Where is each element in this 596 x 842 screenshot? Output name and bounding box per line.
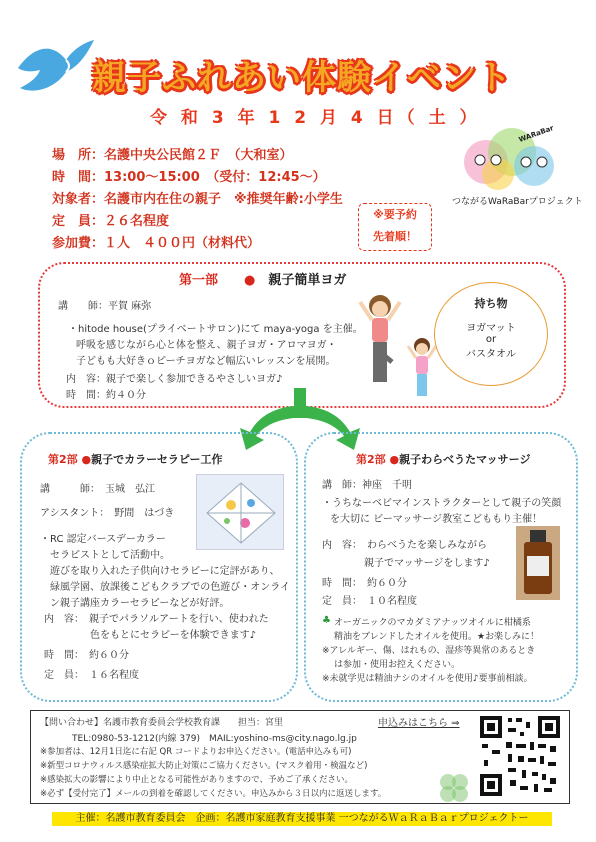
part2-color-instructor: 講 師： 玉城 弘江: [40, 484, 155, 495]
clover-icon: ♣: [322, 615, 331, 626]
part2-massage-time: 時 間： 約６０分: [322, 578, 407, 589]
contact-note-2: ※新型コロナウィルス感染症拡大防止対策にご協力ください。(マスク着用・検温など): [40, 761, 368, 771]
warabar-logo: WARaBar つながるWaRaBarプロジェクト: [440, 122, 580, 212]
event-date: 令 和 3 年 1 2 月 4 日（ 土 ）: [150, 108, 481, 128]
part1-desc-1: ・hitode house(プライベートサロン)にて maya-yoga を主催。: [68, 324, 363, 335]
qr-code-icon: [478, 714, 562, 798]
part2-massage-note-1: オーガニックのマカダミアナッツオイルに柑橘系: [334, 618, 531, 628]
contact-note-1: ※参加者は、12月1日迄に右記 QR コードよりお申込ください。(電話申込みも可): [40, 747, 352, 757]
contact-note-4: ※必ず【受付完了】メールの到着を確認してください。申込みから３日以内に返送します。: [40, 789, 387, 799]
contact-tel-mail: TEL:0980-53-1212(内線 379) MAIL:yoshino-ms@city.nago.lg.jp: [72, 734, 357, 744]
part2-massage-note-3: ※アレルギー、傷、はれもの、湿疹等異常のあるとき: [322, 646, 536, 656]
parasol-art-photo: [196, 474, 284, 550]
part2-color-desc-4: 緑風学園、放課後こどもクラブでの色遊び・オンライ: [50, 582, 290, 593]
footer-sponsor: 主催：名護市教育委員会 企画：名護市家庭教育支援事業 一つながるＷａＲａＢａｒプロジェクトー: [52, 812, 552, 826]
part2-color-desc-1: ・RC 認定バースデーカラー: [40, 534, 166, 545]
detail-place: 場 所：名護中央公民館２Ｆ （大和室）: [52, 148, 293, 163]
belongings-box: [434, 282, 548, 386]
yoga-illustration: [352, 292, 442, 400]
part2-massage-title: 第2部 ●親子わらべうたマッサージ: [356, 453, 531, 466]
part2-massage-content-2: 親子でマッサージをします♪: [364, 558, 490, 569]
belongings-or: or: [485, 334, 497, 345]
part2-color-time: 時 間： 約６０分: [44, 650, 129, 661]
event-title: 親子ふれあい体験イベント: [92, 58, 512, 98]
contact-note-3: ※感染拡大の影響により中止となる可能性がありますので、予めご了承ください。: [40, 775, 353, 785]
part1-content: 内 容：親子で楽しく参加できるやさしいヨガ♪: [66, 374, 283, 385]
detail-fee: 参加費：１人 ４００円（材料代）: [52, 236, 261, 251]
detail-target: 対象者：名護市内在住の親子 ※推奨年齢:小学生: [52, 192, 343, 207]
warabar-logo-text: つながるWaRaBarプロジェクト: [452, 197, 583, 207]
part2-color-capacity: 定 員： １６名程度: [44, 670, 139, 681]
part2-massage-desc-2: を大切に ビーマッサージ教室こどももり主催！: [330, 514, 543, 525]
belongings-item-2: バスタオル: [466, 349, 516, 360]
part2-color-desc-5: ン親子講座カラーセラピーなどが好評。: [50, 598, 230, 609]
qr-code[interactable]: [478, 714, 562, 798]
part2-color-desc-2: セラピストとして活動中。: [50, 550, 170, 561]
contact-line: 【問い合わせ】名護市教育委員会学校教育課 担当：宮里: [40, 718, 284, 728]
part1-instructor: 講 師：平賀 麻弥: [58, 301, 152, 312]
part2-massage-note-2: 精油をブレンドしたオイルを使用。★お楽しみに！: [334, 632, 540, 642]
part2-massage-note-4: は参加・使用お控えください。: [334, 660, 461, 670]
part1-desc-3: 子どもも大好きｏピーチヨガなど幅広いレッスンを展開。: [76, 356, 336, 367]
detail-capacity: 定 員：２６名程度: [52, 214, 170, 229]
bird-icon: [14, 38, 96, 98]
part2-massage-content-1: 内 容： わらべうたを楽しみながら: [322, 540, 487, 551]
part2-color-content-2: 色をもとにセラピーを体験できます♪: [90, 630, 256, 641]
apply-link[interactable]: 申込みはこちら ⇒: [378, 718, 460, 729]
part2-massage-desc-1: ・うちなーベビマインストラクターとして親子の笑顔: [322, 498, 562, 509]
detail-time: 時 間：13:00～15:00 （受付：12:45～）: [52, 170, 326, 185]
part1-title: 第一部 ● 親子簡単ヨガ: [179, 273, 347, 288]
part2-color-content-1: 内 容： 親子でパラソルアートを行い、使われた: [44, 614, 269, 625]
part2-color-desc-3: 遊びを取り入れた子供向けセラピーに定評があり、: [50, 566, 280, 577]
clover-decoration-icon: [434, 770, 474, 804]
part2-massage-capacity: 定 員： １０名程度: [322, 596, 417, 607]
oil-bottle-photo: [516, 526, 560, 600]
belongings-item-1: ヨガマット: [466, 323, 516, 334]
part2-color-title: 第2部 ●親子でカラーセラピー工作: [48, 453, 223, 466]
part1-desc-2: 呼吸を感じながら心と体を整え、親子ヨガ・アロマヨガ・: [76, 340, 337, 351]
part2-massage-note-5: ※未就学児は精油ナシのオイルを使用♪要事前相談。: [322, 674, 533, 684]
warabar-logo-icon: [440, 122, 580, 192]
part2-massage-instructor: 講 師：神座 千明: [322, 480, 412, 491]
part2-color-assistant: アシスタント： 野間 はづき: [40, 508, 175, 519]
part1-time: 時 間：約４０分: [66, 390, 146, 401]
reservation-note: ※要予約 先着順！: [358, 203, 432, 251]
belongings-title: 持ち物: [474, 297, 508, 310]
